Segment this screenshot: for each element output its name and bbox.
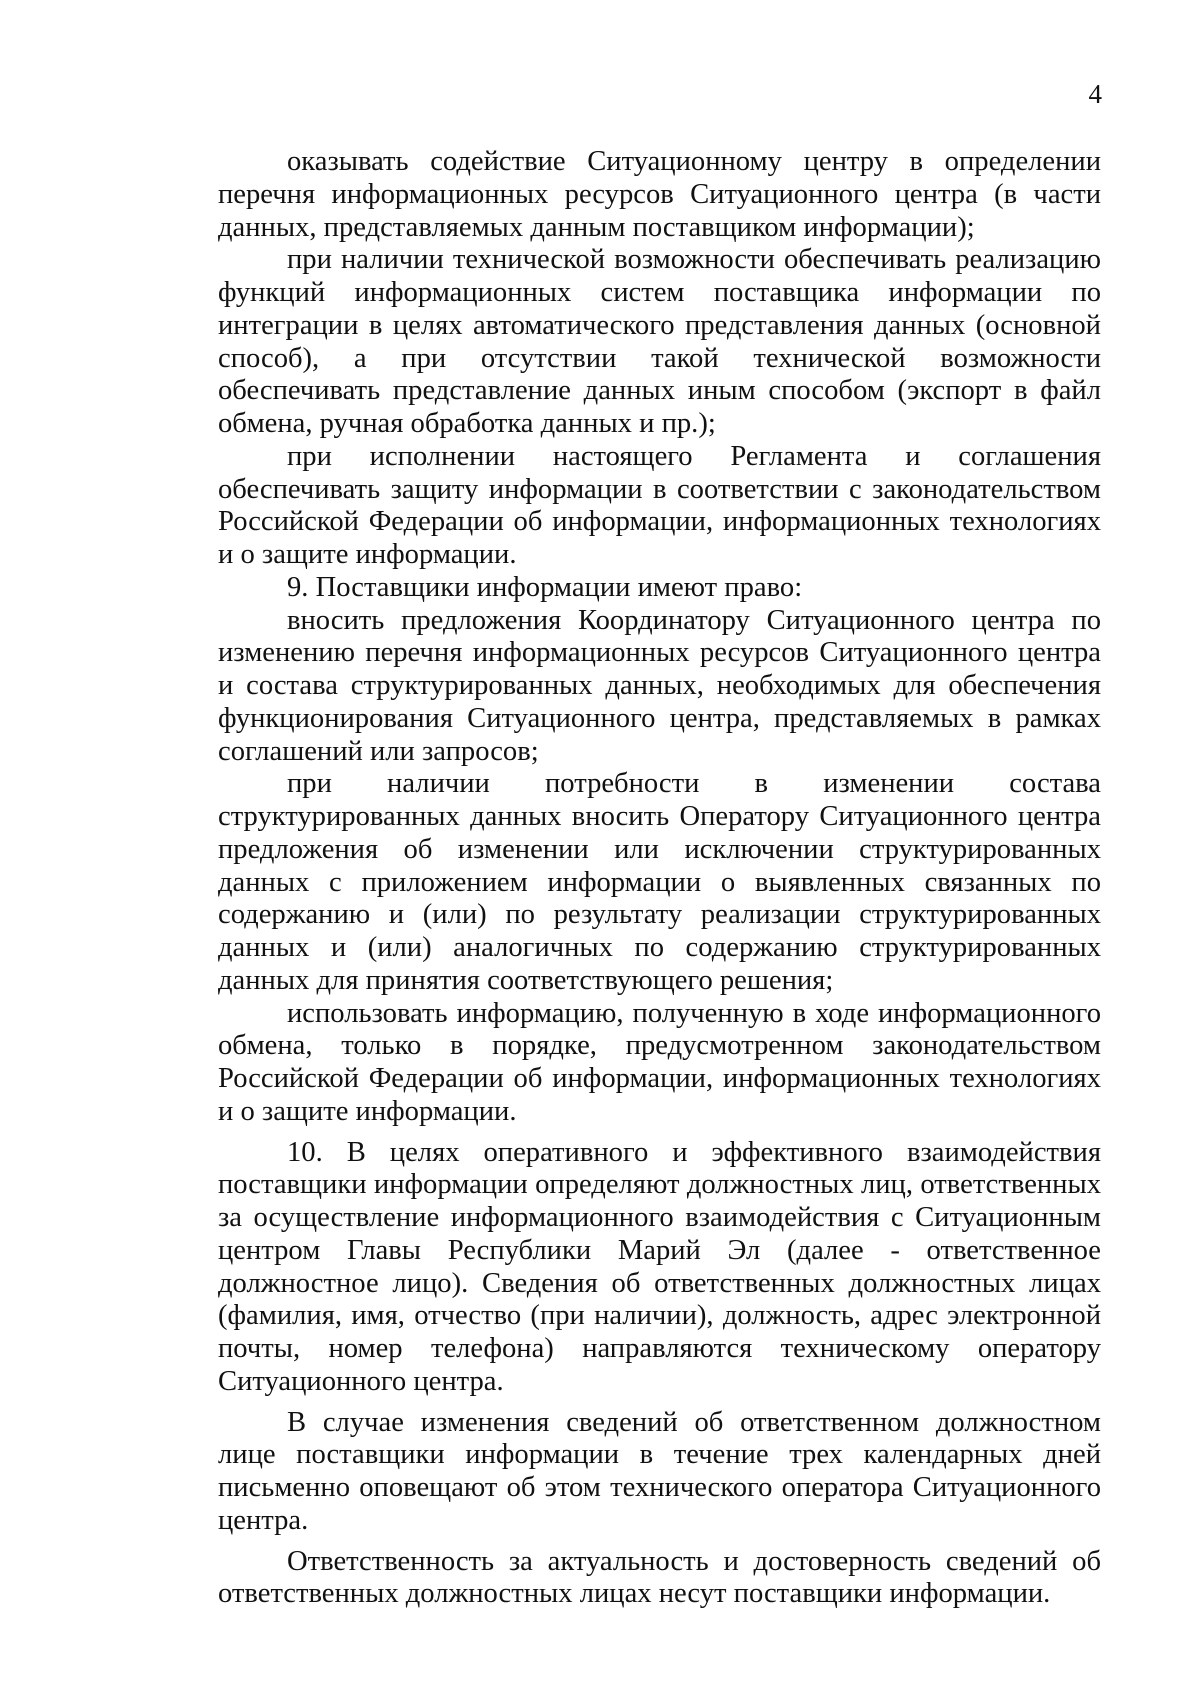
document-body: [218, 146, 1101, 1611]
page-number: 4: [1088, 79, 1102, 109]
paragraph-responsibility: Ответственность за актуальность и достоверность сведений об ответственных должностных лицах несут поставщики информации.: [218, 1545, 1101, 1610]
paragraph-clause-9-heading: 9. Поставщики информации имеют право:: [287, 571, 803, 603]
paragraph-change-notification: В случае изменения сведений об ответственном должностном лице поставщики информации в течение трех календарных дней письменно оповещают об этом технического оператора Ситуационного центра.: [218, 1406, 1101, 1536]
paragraph-structured-data-changes: при наличии потребности в изменении состава структурированных данных вносить Оператору Ситуационного центра предложения об изменении или исключении структурированных данных с приложением информации о выявленных связанных по содержанию и (или) по результату реализации структурированных данных и (или) аналогичных по содержанию структурированных данных для принятия соответствующего решения;: [218, 768, 1101, 996]
paragraph-information-protection: при исполнении настоящего Регламента и соглашения обеспечивать защиту информации в соответствии с законодательством Российской Федерации об информации, информационных технологиях и о защите информации.: [218, 440, 1101, 570]
paragraph-propose-changes: вносить предложения Координатору Ситуационного центра по изменению перечня информационных ресурсов Ситуационного центра и состава структурированных данных, необходимых для обеспечения функционирования Ситуационного центра, представляемых в рамках соглашений или запросов;: [218, 604, 1101, 767]
paragraph-technical-integration: при наличии технической возможности обеспечивать реализацию функций информационных систем поставщика информации по интеграции в целях автоматического представления данных (основной способ), а при отсутствии такой технической возможности обеспечивать представление данных иным способом (экспорт в файл обмена, ручная обработка данных и пр.);: [218, 244, 1101, 439]
paragraph-clause-10: 10. В целях оперативного и эффективного взаимодействия поставщики информации определяют должностных лиц, ответственных за осуществление информационного взаимодействия с Ситуационным центром Главы Республики Марий Эл (далее - ответственное должностное лицо). Сведения об ответственных должностных лицах (фамилия, имя, отчество (при наличии), должность, адрес электронной почты, номер телефона) направляются техническому оператору Ситуационного центра.: [218, 1136, 1101, 1397]
paragraph-assist-center: оказывать содействие Ситуационному центру в определении перечня информационных ресурсов Ситуационного центра (в части данных, представляемых данным поставщиком информации);: [218, 146, 1101, 243]
paragraph-use-information: использовать информацию, полученную в ходе информационного обмена, только в порядке, предусмотренном законодательством Российской Федерации об информации, информационных технологиях и о защите информации.: [218, 997, 1101, 1127]
